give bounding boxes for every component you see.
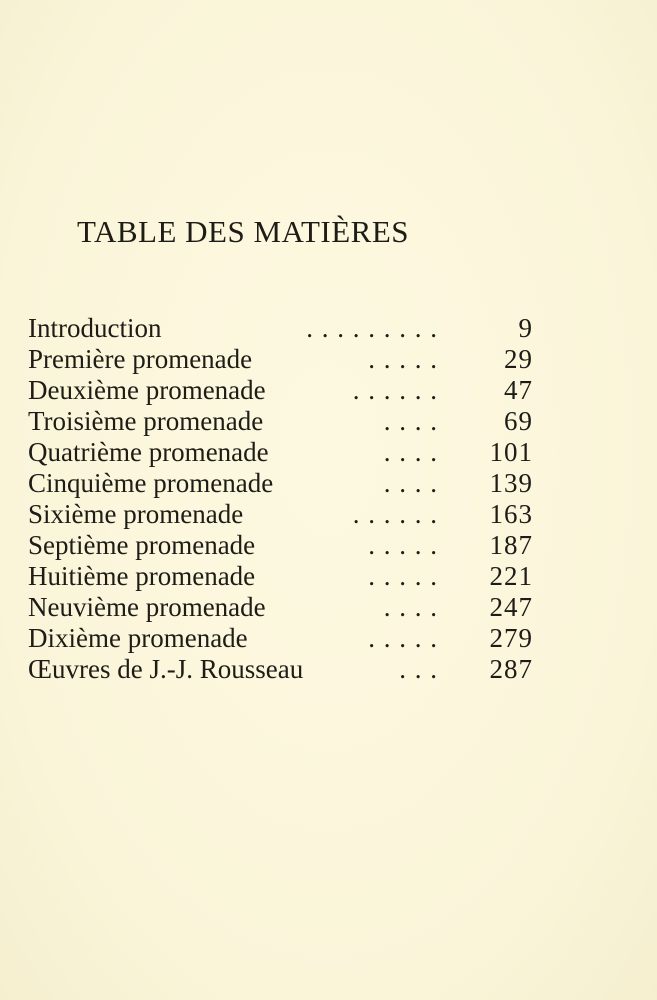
toc-entry-label: Neuvième promenade [28, 592, 266, 622]
toc-entry-label: Sixième promenade [28, 499, 244, 529]
toc-entry-troisieme-promenade [28, 406, 533, 437]
toc-page-number: 29 [504, 344, 533, 374]
toc-page-number: 47 [504, 375, 533, 405]
toc-leader-dots: . . . . . [368, 530, 438, 560]
toc-leader-dots: . . . . . [368, 623, 438, 653]
toc-page-number: 69 [504, 406, 533, 436]
toc-leader-dots: . . . . [383, 437, 438, 467]
toc-leader-dots: . . . . [383, 592, 438, 622]
toc-page-number: 287 [489, 654, 533, 684]
page-title: TABLE DES MATIÈRES [77, 214, 410, 249]
toc-entry-septieme-promenade [28, 530, 533, 561]
toc-leader-dots: . . . . . . [352, 375, 438, 405]
toc-entry-deuxieme-promenade [28, 375, 533, 406]
toc-leader-dots: . . . . [383, 468, 438, 498]
toc-entry-label: Œuvres de J.-J. Rousseau [28, 654, 304, 684]
toc-entry-label: Première promenade [28, 344, 253, 374]
toc-leader-dots: . . . . . . . . . [306, 313, 438, 343]
toc-entry-neuvieme-promenade [28, 592, 533, 623]
toc-leader-dots: . . . . . . [352, 499, 438, 529]
toc-entry-label: Deuxième promenade [28, 375, 266, 405]
toc-page-number: 139 [489, 468, 533, 498]
toc-entry-label: Quatrième promenade [28, 437, 269, 467]
toc-leader-dots: . . . [399, 654, 438, 684]
toc-entry-quatrieme-promenade [28, 437, 533, 468]
toc-page-number: 187 [489, 530, 533, 560]
table-of-contents [28, 313, 533, 685]
toc-page-number: 247 [489, 592, 533, 622]
toc-leader-dots: . . . . . [368, 344, 438, 374]
toc-page-number: 9 [518, 313, 533, 343]
toc-leader-dots: . . . . [383, 406, 438, 436]
toc-entry-label: Huitième promenade [28, 561, 256, 591]
toc-page-number: 279 [489, 623, 533, 653]
toc-entry-oeuvres-rousseau [28, 654, 533, 685]
toc-entry-huitieme-promenade [28, 561, 533, 592]
toc-leader-dots: . . . . . [368, 561, 438, 591]
toc-entry-dixieme-promenade [28, 623, 533, 654]
toc-entry-label: Introduction [28, 313, 162, 343]
toc-entry-label: Troisième promenade [28, 406, 264, 436]
toc-entry-premiere-promenade [28, 344, 533, 375]
toc-entry-label: Cinquième promenade [28, 468, 274, 498]
toc-page-number: 101 [489, 437, 533, 467]
toc-page-number: 221 [489, 561, 533, 591]
toc-entry-introduction [28, 313, 533, 344]
toc-entry-sixieme-promenade [28, 499, 533, 530]
toc-entry-cinquieme-promenade [28, 468, 533, 499]
toc-page-number: 163 [489, 499, 533, 529]
toc-entry-label: Dixième promenade [28, 623, 248, 653]
toc-entry-label: Septième promenade [28, 530, 256, 560]
